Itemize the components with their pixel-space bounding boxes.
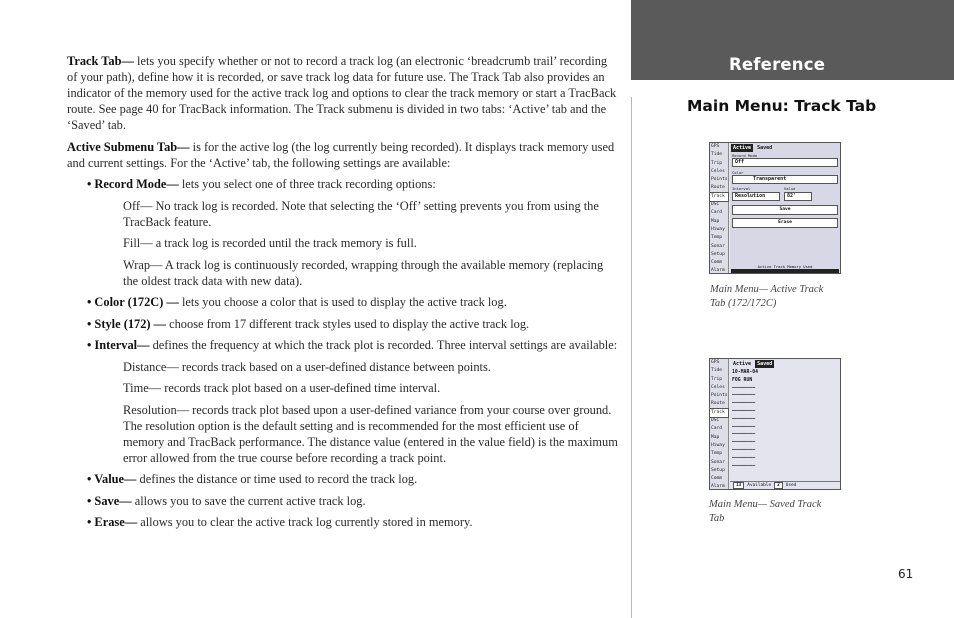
save-term: • Save— [87, 493, 132, 508]
saved-track-item: ———————— [732, 424, 756, 430]
menu-item: Alarm [711, 268, 725, 274]
menu-item: DSC [711, 418, 720, 424]
saved-track-item: 10-MAR-04 [732, 370, 758, 375]
menu-item-track-selected: Track [710, 409, 728, 417]
used-label: Used [785, 483, 797, 488]
saved-track-item: ———————— [732, 440, 756, 446]
available-label: Available [747, 483, 772, 488]
saved-tracks-list [732, 369, 838, 470]
track-tabs [731, 144, 774, 152]
main-menu-list [710, 143, 729, 273]
active-submenu-paragraph [67, 139, 619, 171]
color-bullet [67, 294, 619, 310]
page-number: 61 [898, 567, 914, 581]
color-text: lets you choose a color that is used to display the active track log. [178, 295, 507, 309]
fill-option: Fill— a track log is recorded until the track memory is full. [123, 236, 417, 250]
reference-banner [631, 0, 954, 80]
saved-track-item: ———————— [732, 447, 756, 453]
track-tab-text: lets you specify whether or not to record a track log (an electronic ‘breadcrumb trail’ recording of your path), define how it is recorded, or save track log data for future use. The Track Tab also provides an indicator of the memory used for the active track log and options to clear the track memory or start a TracBack route. See page 40 for TracBack information. The Track submenu is divided in two tabs: ‘Active’ tab and the ‘Saved’ tab. [67, 54, 617, 132]
menu-item: GPS [711, 360, 720, 365]
save-button: Save [732, 205, 838, 215]
caption-active-track: Main Menu— Active Track Tab (172/172C) [710, 284, 824, 309]
menu-item: Route [711, 401, 725, 407]
menu-item: GPS [711, 144, 720, 149]
tab-active: Active [733, 145, 752, 151]
saved-track-item: ———————— [732, 385, 756, 391]
menu-item: Card [711, 210, 723, 216]
menu-item-track-selected: Track [710, 193, 728, 201]
interval-text: defines the frequency at which the track plot is recorded. Three interval settings are available: [149, 338, 618, 352]
menu-item: Temp [711, 235, 723, 241]
active-tab-panel [730, 143, 840, 273]
used-count: 2 [774, 482, 783, 489]
menu-item: DSC [711, 202, 720, 208]
saved-track-screen [709, 358, 841, 490]
menu-item: Card [711, 426, 723, 432]
color-field: Transparent [732, 175, 838, 184]
main-text-column [67, 53, 619, 536]
resolution-option: Resolution— records track plot based upon a user-defined variance from your course over ground. The resolution option is the default setting and is recommended for the most efficient use of memory and TracBack performance. The distance value (entered in the value field) is the maximum error allowed from the true course before recording a track point. [123, 402, 618, 465]
column-divider [631, 97, 632, 618]
save-bullet [67, 493, 619, 509]
available-count: 13 [733, 482, 744, 489]
menu-item: Celes [711, 384, 725, 390]
saved-track-item: ———————— [732, 463, 756, 469]
record-mode-term: • Record Mode— [87, 177, 179, 191]
saved-track-item: ———————— [732, 432, 756, 438]
tab-saved: Saved [757, 145, 773, 151]
saved-tab-panel [730, 359, 840, 489]
erase-button: Erase [732, 218, 838, 228]
saved-track-item: ———————— [732, 393, 756, 399]
menu-item: Alarm [711, 484, 725, 490]
menu-item: Tide [711, 152, 723, 158]
menu-item: Tide [711, 368, 723, 374]
track-tab-paragraph [67, 53, 619, 133]
menu-item: Sonar [711, 243, 725, 249]
menu-item: Map [711, 434, 720, 440]
value-field: 82' [784, 192, 812, 201]
value-bullet [67, 471, 619, 487]
banner-title: Reference [729, 55, 826, 74]
erase-bullet [67, 514, 619, 530]
menu-item: Comm [711, 260, 723, 266]
caption-saved-track: Main Menu— Saved Track Tab [709, 499, 822, 524]
menu-item: Trip [711, 160, 723, 166]
menu-item: Temp [711, 451, 723, 457]
record-mode-bullet [67, 176, 619, 192]
menu-item: Celes [711, 168, 725, 174]
color-term: • Color (172C) — [87, 295, 179, 309]
menu-item: Setup [711, 251, 725, 257]
interval-label: Interval [732, 186, 751, 191]
menu-item: Comm [711, 476, 723, 482]
erase-term: • Erase— [87, 515, 138, 529]
time-option: Time— records track plot based on a user-defined time interval. [123, 381, 441, 395]
memory-used-label: Active Track Memory Used [757, 264, 813, 269]
style-bullet [67, 316, 619, 332]
tab-active: Active [733, 361, 752, 367]
tab-saved: Saved [757, 361, 773, 367]
off-option: Off— No track log is recorded. Note that selecting the ‘Off’ setting prevents you from using the TracBack feature. [123, 198, 599, 229]
interval-field: Resolution [732, 192, 780, 201]
saved-track-item: FOG RUN [732, 377, 753, 383]
record-mode-text: lets you select one of three track recording options: [178, 177, 436, 191]
color-label: Color [732, 170, 744, 175]
menu-item: Trip [711, 376, 723, 382]
saved-track-item: ———————— [732, 416, 756, 422]
interval-bullet [67, 337, 619, 353]
style-text: choose from 17 different track styles used to display the active track log. [166, 316, 530, 331]
active-submenu-text: is for the active log (the log currently being recorded). It displays track memory used and current settings. For the ‘Active’ tab, the following settings are available: [67, 139, 615, 170]
section-title: Main Menu: Track Tab [687, 97, 877, 115]
distance-option: Distance— records track based on a user-defined distance between points. [123, 359, 491, 374]
erase-text: allows you to clear the active track log currently stored in memory. [137, 515, 473, 529]
value-label: Value [784, 186, 796, 191]
menu-item: Route [711, 185, 725, 191]
style-term: • Style (172) — [87, 316, 167, 331]
menu-item: Points [711, 177, 728, 183]
wrap-option: Wrap— A track log is continuously recorded, wrapping through the available memory (replacing the oldest track data with new data). [123, 257, 604, 288]
save-text: allows you to save the current active track log. [131, 493, 366, 508]
active-track-screen [709, 142, 841, 274]
saved-track-item: ———————— [732, 455, 756, 461]
menu-item: Points [711, 393, 728, 399]
track-tabs [731, 360, 774, 368]
menu-item: Hiway [711, 442, 725, 448]
menu-item: Hiway [711, 226, 725, 232]
saved-footer [730, 481, 840, 489]
saved-track-item: ———————— [732, 408, 756, 414]
record-mode-label: Record Mode [732, 153, 758, 158]
menu-item: Map [711, 218, 720, 224]
menu-item: Sonar [711, 459, 725, 465]
saved-track-item: ———————— [732, 401, 756, 407]
memory-used-bar [731, 269, 839, 273]
interval-term: • Interval— [87, 338, 150, 352]
value-text: defines the distance or time used to record the track log. [136, 472, 418, 486]
record-mode-field: Off [732, 158, 838, 167]
menu-item: Setup [711, 467, 725, 473]
main-menu-list [710, 359, 729, 489]
value-term: • Value— [87, 472, 137, 486]
active-submenu-term: Active Submenu Tab— [67, 139, 190, 154]
track-tab-term: Track Tab— [67, 54, 134, 68]
